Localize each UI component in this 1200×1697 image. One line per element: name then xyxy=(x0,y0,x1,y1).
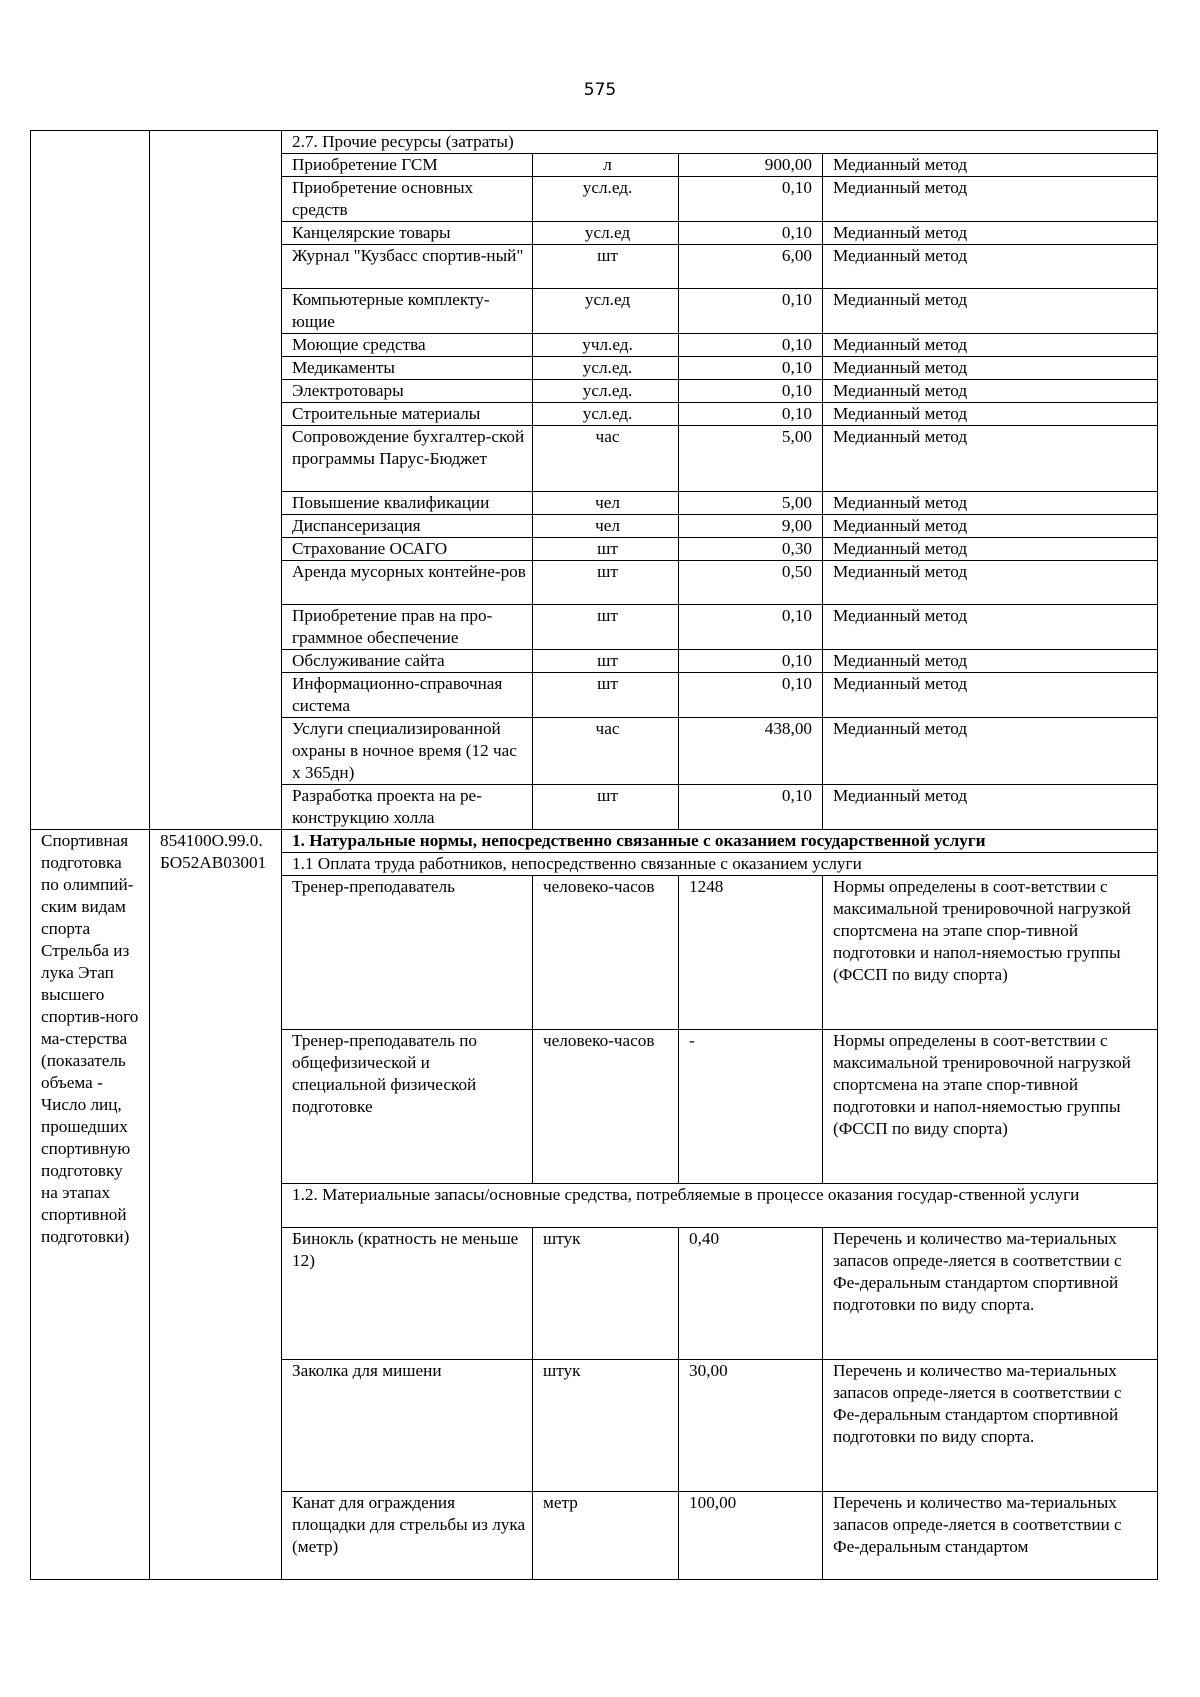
service-name-cell-top xyxy=(31,131,150,830)
material-note: Перечень и количество ма-териальных запасов опреде-ляется в соответствии с Фе-деральным стандартом xyxy=(823,1492,1158,1580)
labor-note: Нормы определены в соот-ветствии с максимальной тренировочной нагрузкой спортсмена на этапе спор-тивной подготовки и напол-няемостью группы (ФССП по виду спорта) xyxy=(823,876,1158,1030)
resource-method: Медианный метод xyxy=(823,650,1158,673)
resource-name: Электротовары xyxy=(282,380,533,403)
resource-unit: усл.ед xyxy=(533,289,679,334)
resource-value: 0,10 xyxy=(679,673,823,718)
resource-method: Медианный метод xyxy=(823,289,1158,334)
page-number: 575 xyxy=(583,80,617,100)
resource-name: Медикаменты xyxy=(282,357,533,380)
resource-value: 0,10 xyxy=(679,334,823,357)
labor-name: Тренер-преподаватель по общефизической и специальной физической подготовке xyxy=(282,1030,533,1184)
resource-unit: шт xyxy=(533,673,679,718)
material-name: Канат для ограждения площадки для стрельбы из лука (метр) xyxy=(282,1492,533,1580)
resource-name: Разработка проекта на ре-конструкцию холла xyxy=(282,785,533,830)
resource-value: 438,00 xyxy=(679,718,823,785)
resource-unit: учл.ед. xyxy=(533,334,679,357)
resource-method: Медианный метод xyxy=(823,334,1158,357)
resource-value: 9,00 xyxy=(679,515,823,538)
material-note: Перечень и количество ма-териальных запасов опреде-ляется в соответствии с Фе-деральным стандартом спортивной подготовки по виду спорта. xyxy=(823,1228,1158,1360)
resource-name: Страхование ОСАГО xyxy=(282,538,533,561)
service-code-cell-top xyxy=(150,131,282,830)
section-natural-title: 1. Натуральные нормы, непосредственно связанные с оказанием государственной услуги xyxy=(282,830,1158,853)
resource-value: 6,00 xyxy=(679,245,823,289)
material-value: 0,40 xyxy=(679,1228,823,1360)
resource-method: Медианный метод xyxy=(823,492,1158,515)
resource-unit: шт xyxy=(533,538,679,561)
resource-method: Медианный метод xyxy=(823,718,1158,785)
service-code: 854100О.99.0. БО52АВ03001 xyxy=(150,830,282,1580)
service-name: Спортивная подготовка по олимпий-ским видам спорта Стрельба из лука Этап высшего спортив-ного ма-стерства (показатель объема - Число лиц, прошедших спортивную подготовку на этапах спортивной подготовки) xyxy=(31,830,150,1580)
resource-value: 0,10 xyxy=(679,222,823,245)
resource-value: 0,30 xyxy=(679,538,823,561)
material-value: 100,00 xyxy=(679,1492,823,1580)
resource-name: Канцелярские товары xyxy=(282,222,533,245)
labor-value: 1248 xyxy=(679,876,823,1030)
resource-value: 0,10 xyxy=(679,785,823,830)
resource-unit: чел xyxy=(533,492,679,515)
resource-name: Моющие средства xyxy=(282,334,533,357)
resource-method: Медианный метод xyxy=(823,380,1158,403)
section-materials-title: 1.2. Материальные запасы/основные средства, потребляемые в процессе оказания государ-ственной услуги xyxy=(282,1184,1158,1228)
resource-method: Медианный метод xyxy=(823,673,1158,718)
resource-unit: усл.ед xyxy=(533,222,679,245)
material-note: Перечень и количество ма-териальных запасов опреде-ляется в соответствии с Фе-деральным стандартом спортивной подготовки по виду спорта. xyxy=(823,1360,1158,1492)
resource-method: Медианный метод xyxy=(823,357,1158,380)
resource-name: Обслуживание сайта xyxy=(282,650,533,673)
resource-unit: л xyxy=(533,154,679,177)
resource-unit: усл.ед. xyxy=(533,380,679,403)
resource-name: Услуги специализированной охраны в ночное время (12 час х 365дн) xyxy=(282,718,533,785)
resource-value: 0,10 xyxy=(679,357,823,380)
section-other-title: 2.7. Прочие ресурсы (затраты) xyxy=(282,131,1158,154)
resource-unit: усл.ед. xyxy=(533,177,679,222)
resource-method: Медианный метод xyxy=(823,245,1158,289)
resource-name: Аренда мусорных контейне-ров xyxy=(282,561,533,605)
resource-value: 5,00 xyxy=(679,426,823,492)
resource-name: Журнал "Кузбасс спортив-ный" xyxy=(282,245,533,289)
labor-unit: человеко-часов xyxy=(533,876,679,1030)
material-unit: штук xyxy=(533,1228,679,1360)
resource-value: 900,00 xyxy=(679,154,823,177)
section-labor-title: 1.1 Оплата труда работников, непосредственно связанные с оказанием услуги xyxy=(282,853,1158,876)
material-unit: метр xyxy=(533,1492,679,1580)
resource-method: Медианный метод xyxy=(823,426,1158,492)
resource-unit: усл.ед. xyxy=(533,403,679,426)
resource-method: Медианный метод xyxy=(823,515,1158,538)
resource-unit: шт xyxy=(533,245,679,289)
section-row xyxy=(31,131,1158,154)
material-name: Заколка для мишени xyxy=(282,1360,533,1492)
resource-unit: шт xyxy=(533,605,679,650)
resource-unit: час xyxy=(533,426,679,492)
resource-method: Медианный метод xyxy=(823,605,1158,650)
resource-name: Компьютерные комплекту-ющие xyxy=(282,289,533,334)
section-row xyxy=(31,830,1158,853)
resource-value: 0,10 xyxy=(679,289,823,334)
labor-value: - xyxy=(679,1030,823,1184)
resource-value: 0,10 xyxy=(679,605,823,650)
resource-method: Медианный метод xyxy=(823,561,1158,605)
resource-name: Приобретение основных средств xyxy=(282,177,533,222)
resource-unit: усл.ед. xyxy=(533,357,679,380)
labor-unit: человеко-часов xyxy=(533,1030,679,1184)
material-value: 30,00 xyxy=(679,1360,823,1492)
resource-method: Медианный метод xyxy=(823,222,1158,245)
resource-name: Приобретение прав на про-граммное обеспечение xyxy=(282,605,533,650)
resource-unit: чел xyxy=(533,515,679,538)
resource-value: 5,00 xyxy=(679,492,823,515)
resource-method: Медианный метод xyxy=(823,154,1158,177)
norms-table xyxy=(30,130,1158,1580)
resource-method: Медианный метод xyxy=(823,785,1158,830)
resource-value: 0,10 xyxy=(679,650,823,673)
resource-value: 0,50 xyxy=(679,561,823,605)
resource-unit: шт xyxy=(533,650,679,673)
material-name: Бинокль (кратность не меньше 12) xyxy=(282,1228,533,1360)
resource-unit: час xyxy=(533,718,679,785)
resource-value: 0,10 xyxy=(679,403,823,426)
resource-value: 0,10 xyxy=(679,177,823,222)
labor-note: Нормы определены в соот-ветствии с максимальной тренировочной нагрузкой спортсмена на этапе спор-тивной подготовки и напол-няемостью группы (ФССП по виду спорта) xyxy=(823,1030,1158,1184)
resource-name: Диспансеризация xyxy=(282,515,533,538)
resource-method: Медианный метод xyxy=(823,177,1158,222)
resource-unit: шт xyxy=(533,785,679,830)
resource-name: Информационно-справочная система xyxy=(282,673,533,718)
resource-value: 0,10 xyxy=(679,380,823,403)
resource-method: Медианный метод xyxy=(823,403,1158,426)
resource-unit: шт xyxy=(533,561,679,605)
labor-name: Тренер-преподаватель xyxy=(282,876,533,1030)
resource-method: Медианный метод xyxy=(823,538,1158,561)
material-unit: штук xyxy=(533,1360,679,1492)
resource-name: Сопровождение бухгалтер-ской программы Парус-Бюджет xyxy=(282,426,533,492)
resource-name: Повышение квалификации xyxy=(282,492,533,515)
resource-name: Строительные материалы xyxy=(282,403,533,426)
resource-name: Приобретение ГСМ xyxy=(282,154,533,177)
